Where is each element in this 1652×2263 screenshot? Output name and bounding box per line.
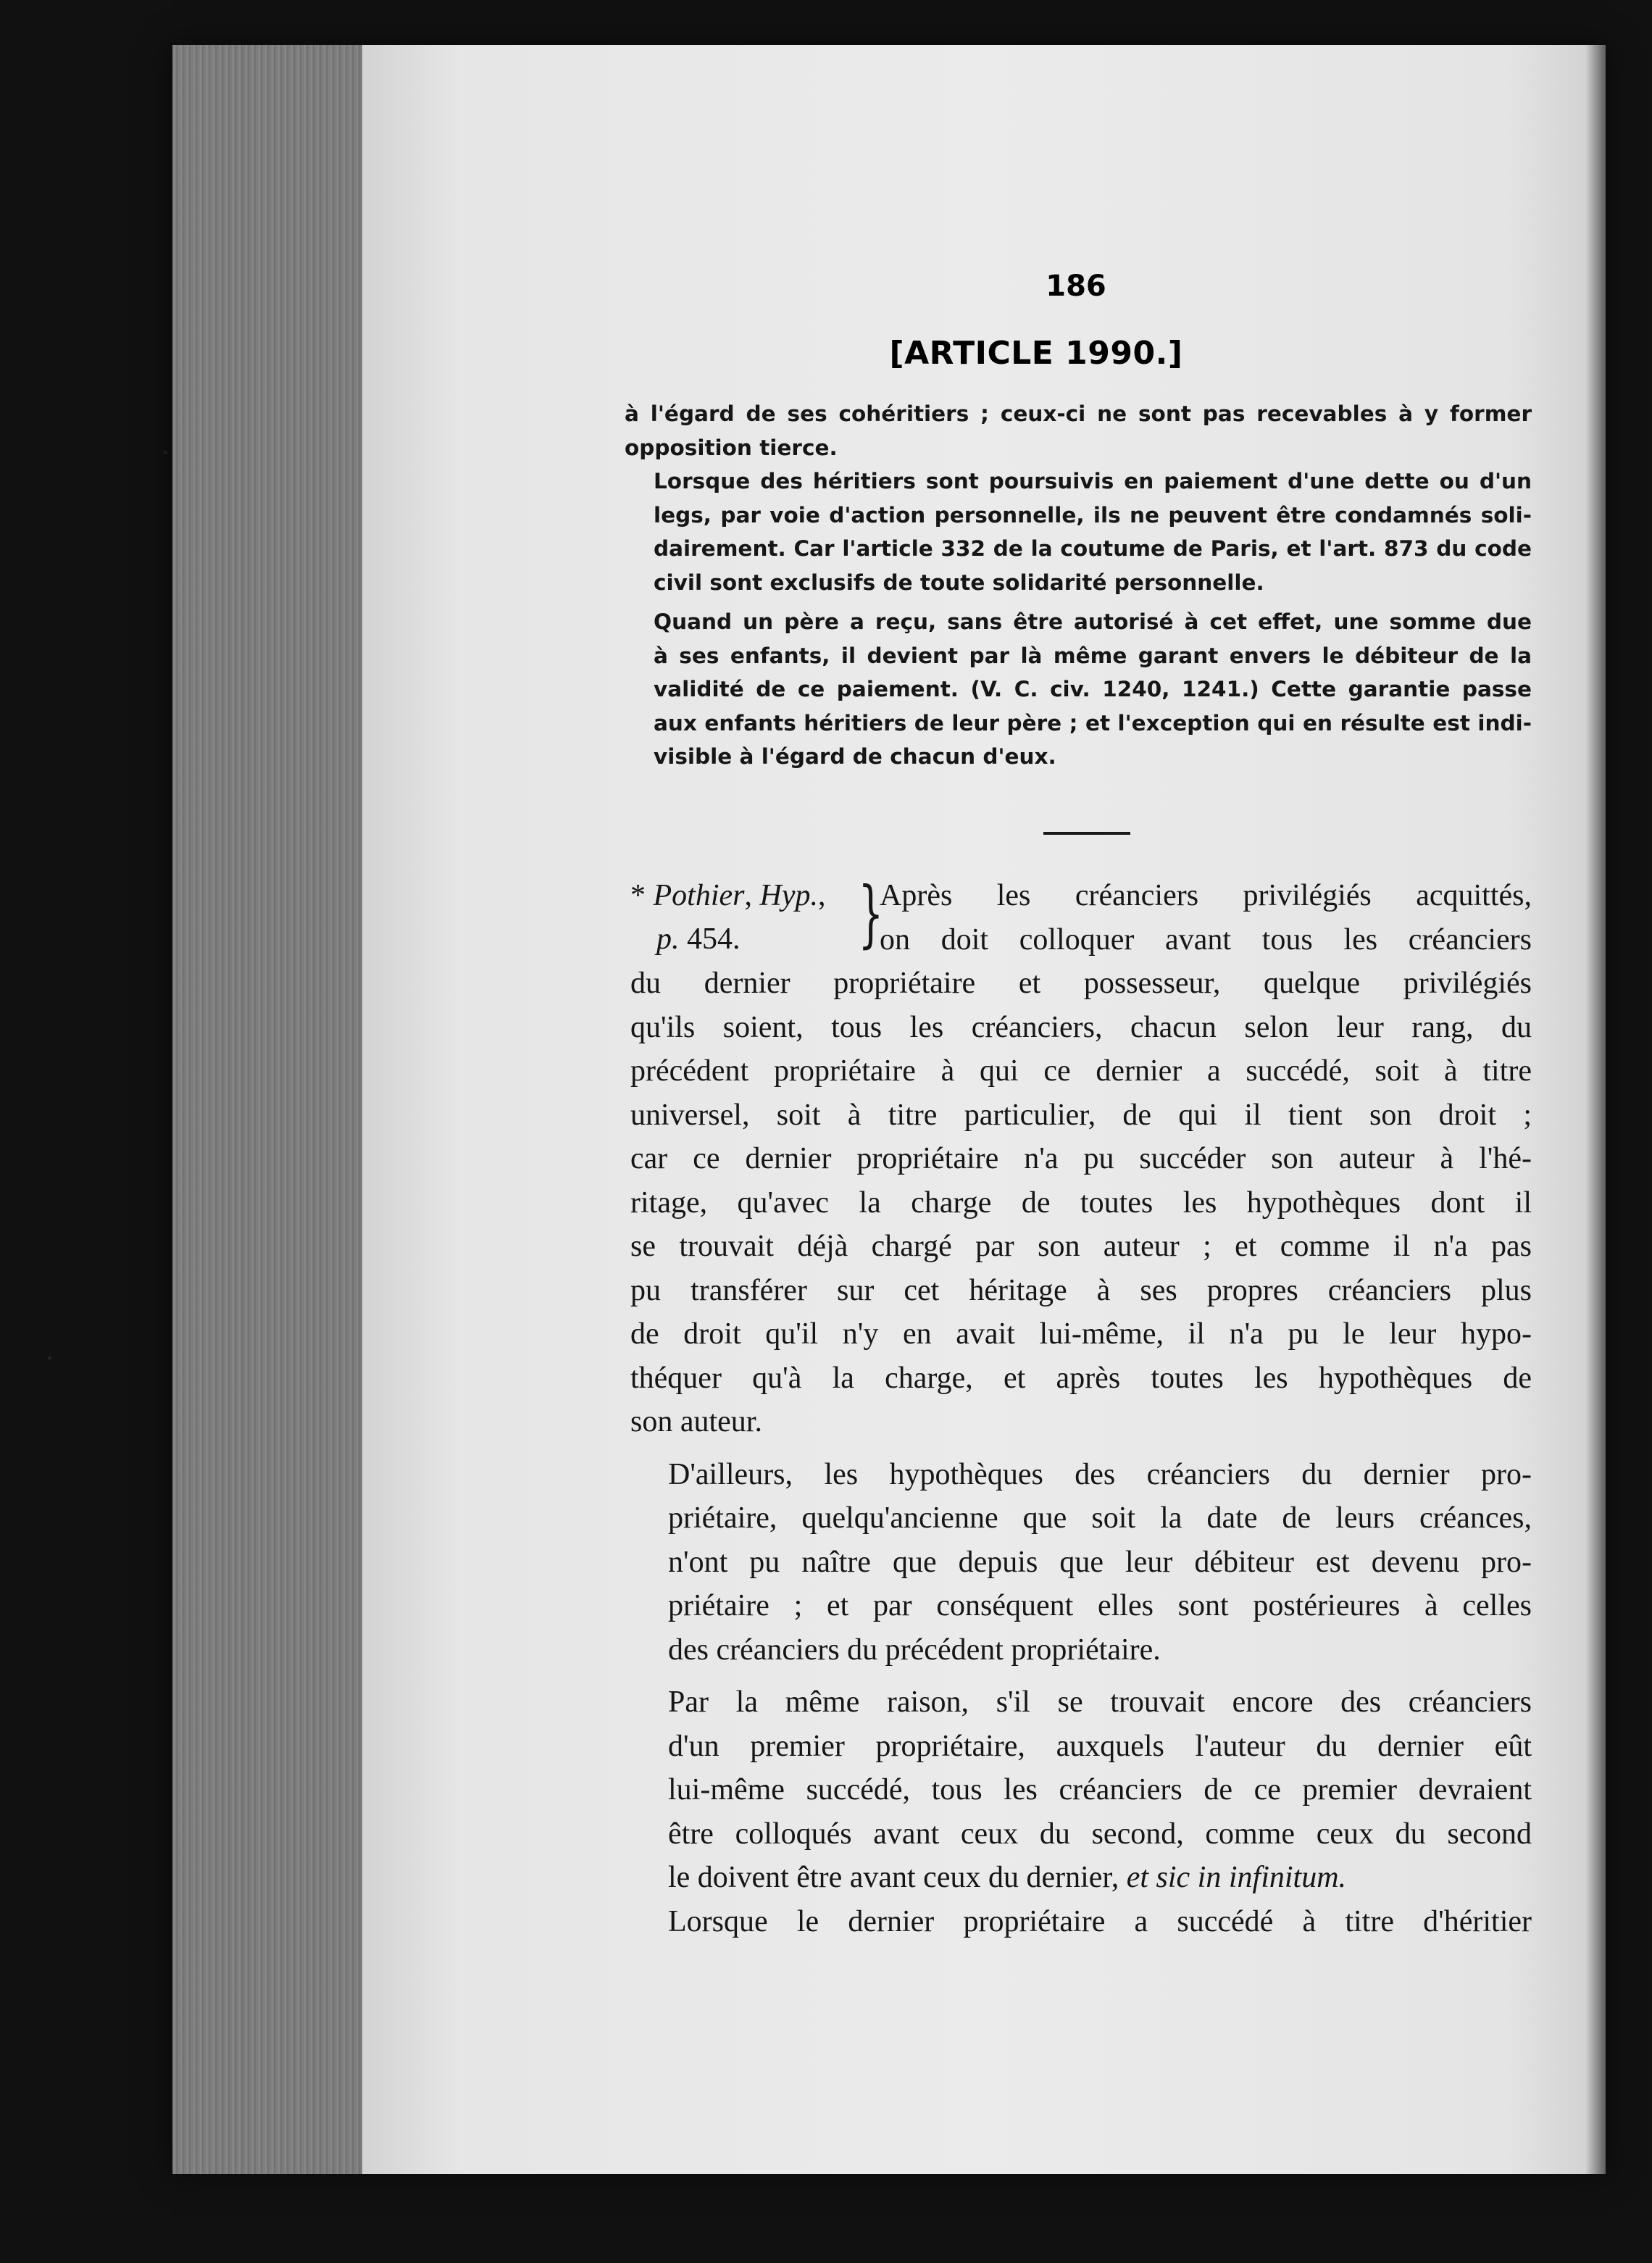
source-reference: [630, 871, 884, 962]
commentary-paragraph-2: [625, 464, 1532, 599]
page-edge-stack: [172, 45, 362, 2174]
text-line: pu transférer sur cet héritage à ses propres créanciers plus: [630, 1273, 1532, 1307]
excerpt-paragraph-3: [630, 1680, 1532, 1900]
text-line: civil sont exclusifs de toute solidarité personnelle.: [654, 570, 1264, 595]
article-title: [ARTICLE 1990.]: [889, 335, 1183, 372]
reference-page-line: p. 454.: [656, 922, 741, 956]
reference-author-line: * Pothier, Hyp.,: [630, 879, 826, 912]
text-line: se trouvait déjà chargé par son auteur ; et comme il n'a pas: [630, 1230, 1532, 1263]
brace-symbol: }: [858, 871, 884, 956]
page-number: 186: [1046, 270, 1106, 303]
text-line: Après les créanciers privilégiés acquittés,: [880, 879, 1532, 912]
text-line: on doit colloquer avant tous les créanciers: [880, 922, 1532, 957]
excerpt-paragraph-4: [630, 1900, 1532, 1944]
text-line: Quand un père a reçu, sans être autorisé à cet effet, une somme due: [654, 609, 1532, 634]
text-line: ritage, qu'avec la charge de toutes les hypothèques dont il: [630, 1185, 1532, 1220]
text-line: dairement. Car l'article 332 de la coutume de Paris, et l'art. 873 du code: [654, 536, 1532, 561]
commentary-paragraph-1: [625, 397, 1532, 464]
text-line: à ses enfants, il devient par là même garant envers le débiteur de la: [654, 643, 1532, 668]
text-line: D'ailleurs, les hypothèques des créanciers du dernier pro-: [668, 1457, 1532, 1491]
text-line: aux enfants héritiers de leur père ; et l'exception qui en résulte est indi-: [654, 710, 1532, 735]
text-line: des créanciers du précédent propriétaire.: [668, 1633, 1161, 1667]
text-line: universel, soit à titre particulier, de qui il tient son droit ;: [630, 1098, 1532, 1132]
text-line: qu'ils soient, tous les créanciers, chacun selon leur rang, du: [630, 1010, 1532, 1044]
text-line: legs, par voie d'action personnelle, ils ne peuvent être condamnés soli-: [654, 502, 1532, 528]
gutter-shadow: [1585, 45, 1606, 2174]
text-line: visible à l'égard de chacun d'eux.: [654, 744, 1056, 769]
text-line: être colloqués avant ceux du second, comme ceux du second: [668, 1817, 1532, 1851]
commentary-text: [625, 397, 1532, 774]
text-line: n'ont pu naître que depuis que leur débiteur est devenu pro-: [668, 1545, 1532, 1579]
text-line: à l'égard de ses cohéritiers ; ceux-ci ne sont pas recevables à y former: [625, 401, 1532, 426]
text-line: théquer qu'à la charge, et après toutes les hypothèques de: [630, 1361, 1532, 1395]
text-line: d'un premier propriétaire, auxquels l'auteur du dernier eût: [668, 1729, 1532, 1763]
commentary-paragraph-3: [625, 605, 1532, 774]
text-line: validité de ce paiement. (V. C. civ. 1240, 1241.) Cette garantie passe: [654, 677, 1532, 701]
text-line: lui-même succédé, tous les créanciers de ce premier devraient: [668, 1773, 1532, 1806]
section-separator: [1043, 832, 1130, 835]
reference-work: Hyp.: [759, 879, 818, 912]
text-line: précédent propriétaire à qui ce dernier a succédé, soit à titre: [630, 1054, 1532, 1088]
text-line: Lorsque des héritiers sont poursuivis en paiement d'une dette ou d'un: [654, 469, 1532, 493]
text-line: opposition tierce.: [625, 435, 838, 460]
text-line: priétaire, quelqu'ancienne que soit la date de leurs créances,: [668, 1501, 1532, 1535]
text-line: le doivent être avant ceux du dernier, et sic in infinitum.: [668, 1861, 1347, 1894]
excerpt-paragraph-2: [630, 1453, 1532, 1672]
text-line: Par la même raison, s'il se trouvait encore des créanciers: [668, 1685, 1532, 1719]
text-line: son auteur.: [630, 1405, 762, 1438]
text-line: priétaire ; et par conséquent elles sont postérieures à celles: [668, 1589, 1532, 1622]
text-line: car ce dernier propriétaire n'a pu succéder son auteur à l'hé-: [630, 1142, 1532, 1175]
reference-page: 454.: [679, 922, 741, 956]
reference-author: Pothier: [653, 879, 745, 912]
text-line: du dernier propriétaire et possesseur, quelque privilégiés: [630, 967, 1532, 1000]
text-line: de droit qu'il n'y en avait lui-même, il n'a pu le leur hypo-: [630, 1317, 1532, 1351]
latin-phrase: et sic in infinitum.: [1126, 1861, 1347, 1894]
pothier-excerpt: [630, 871, 1532, 1943]
text-line: Lorsque le dernier propriétaire a succédé à titre d'héritier: [668, 1904, 1532, 1938]
